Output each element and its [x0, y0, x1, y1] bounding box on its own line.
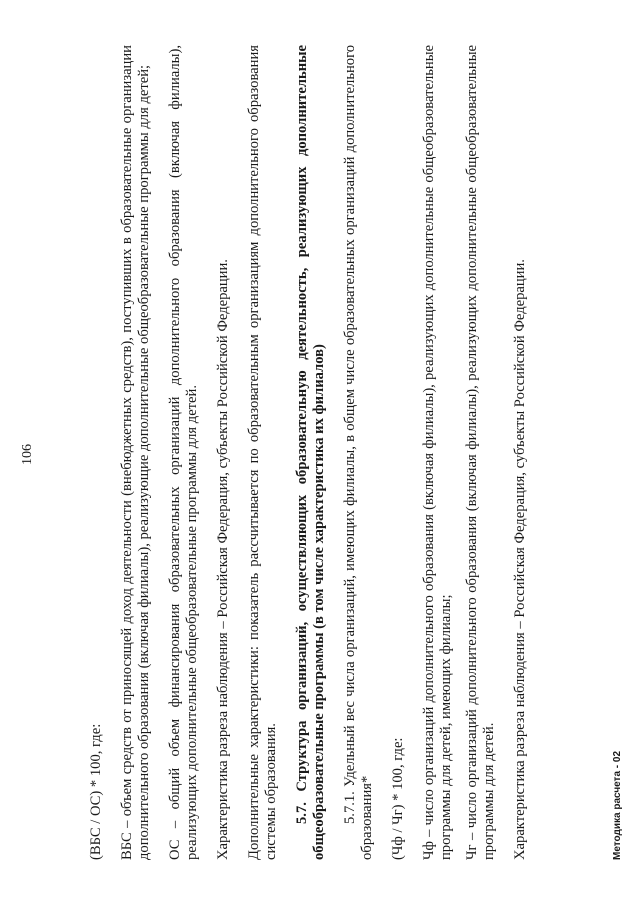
definition-os: ОС – общий объем финансирования образовательных организаций дополнительного образования (включая филиалы), реализующих дополнительные общеобразовательные программы для детей. — [167, 45, 200, 860]
formula-chf-chg: (Чф / Чг) * 100, где: — [390, 737, 406, 860]
section-heading-5-7: 5.7. Структура организаций, осуществляющих образовательную деятельность, реализующих дополнительные общеобразовательные программы (в том числе характеристика их филиалов) — [294, 45, 327, 860]
footer-label: Методика расчета - 02 — [612, 750, 623, 860]
section-characteristic-1: Характеристика разреза наблюдения – Российская Федерация, субъекты Российской Федерации. — [215, 259, 231, 860]
formula-vbs-os: (ВБС / ОС) * 100, где: — [88, 723, 104, 860]
additional-characteristics: Дополнительные характеристики: показатель рассчитывается по образовательным организациям дополнительного образования системы образования. — [246, 45, 279, 860]
page-number: 106 — [20, 444, 35, 465]
section-characteristic-2: Характеристика разреза наблюдения – Российская Федерация, субъекты Российской Федерации. — [512, 259, 528, 860]
definition-vbs: ВБС – объем средств от приносящей доход деятельности (внебюджетных средств), поступивших в образовательные организации дополнительного образования (включая филиалы), реализующие дополнительные общеобразовательные программы для детей; — [119, 45, 152, 860]
definition-chg: Чг – число организаций дополнительного образования (включая филиалы), реализующих дополнительные общеобразовательные программы для детей. — [464, 45, 497, 860]
document-body — [88, 45, 543, 860]
definition-chf: Чф – число организаций дополнительного образования (включая филиалы), реализующих дополнительные общеобразовательные программы для детей, имеющих филиалы; — [421, 45, 454, 860]
item-5-7-1: 5.7.1. Удельный вес числа организаций, имеющих филиалы, в общем числе образовательных организаций дополнительного образования* — [342, 45, 375, 860]
